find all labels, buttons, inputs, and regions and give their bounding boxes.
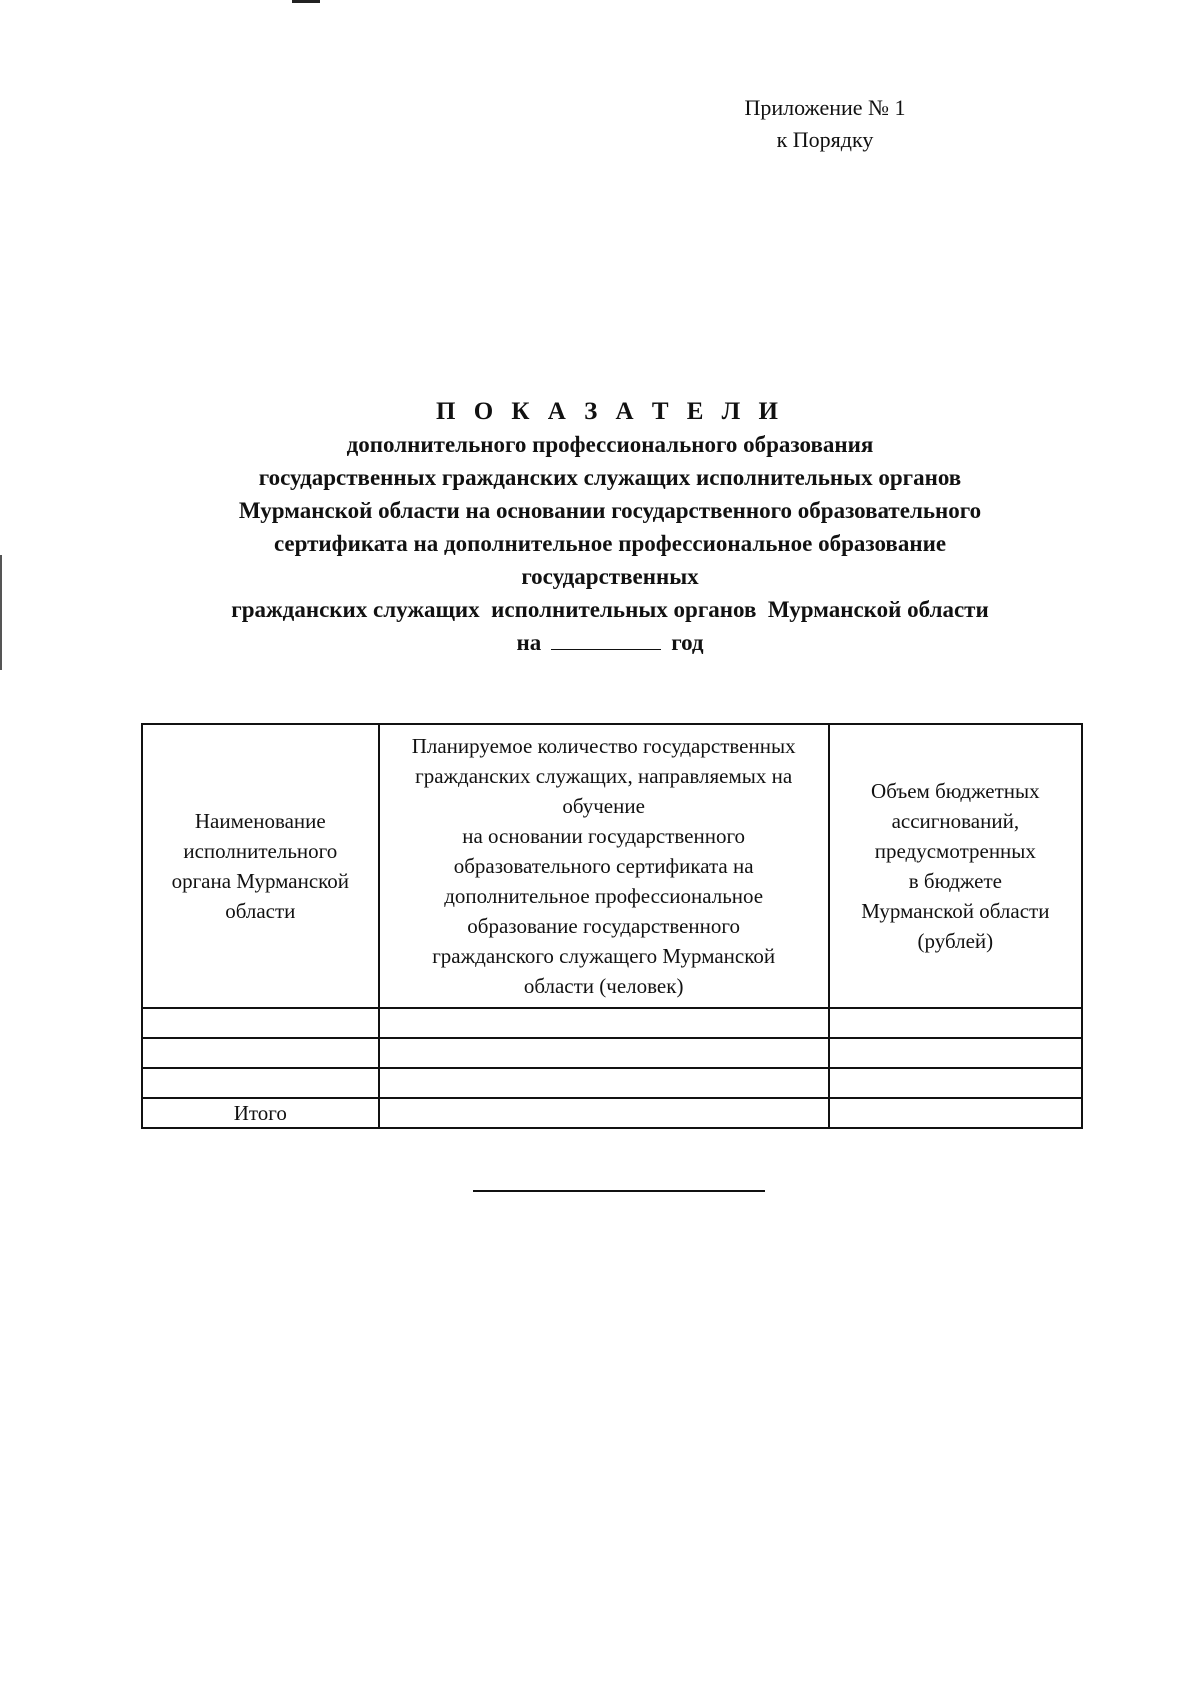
header-text-line: образование государственного: [467, 914, 740, 938]
scan-artifact-left: [0, 555, 2, 670]
header-text-line: Наименование: [194, 809, 326, 833]
title-line: государственных: [521, 564, 699, 589]
total-label: Итого: [142, 1098, 379, 1128]
table-header-row: [142, 724, 1082, 1008]
appendix-note: [700, 92, 950, 156]
table-cell: [829, 1068, 1082, 1098]
title-year-line: [110, 626, 1110, 659]
year-prefix: на: [516, 630, 542, 655]
table-cell: [379, 1038, 829, 1068]
header-text-line: ассигнований,: [891, 809, 1020, 833]
header-text-line: предусмотренных: [874, 839, 1036, 863]
table-cell: [379, 1008, 829, 1038]
header-text-line: области: [225, 899, 296, 923]
header-text-line: Мурманской области: [861, 899, 1050, 923]
header-text-line: гражданского служащего Мурманской: [432, 944, 776, 968]
header-text-line: на основании государственного: [462, 824, 746, 848]
header-text-line: Объем бюджетных: [871, 779, 1040, 803]
title-line: сертификата на дополнительное профессиональное образование: [273, 531, 947, 556]
header-text-line: области (человек): [523, 974, 684, 998]
table-cell: [142, 1038, 379, 1068]
total-planned-count-cell: [379, 1098, 829, 1128]
header-text-line: гражданских служащих, направляемых на: [415, 764, 793, 788]
header-text-line: (рублей): [917, 929, 994, 953]
header-authority-name: [142, 724, 379, 1008]
appendix-number: Приложение № 1: [744, 95, 906, 120]
table-cell: [379, 1068, 829, 1098]
header-text-line: исполнительного: [183, 839, 338, 863]
total-budget-cell: [829, 1098, 1082, 1128]
document-title: [110, 395, 1110, 659]
table-cell: [829, 1008, 1082, 1038]
table-cell: [829, 1038, 1082, 1068]
header-text-line: Планируемое количество государственных: [411, 734, 796, 758]
header-text-line: обучение: [562, 794, 645, 818]
title-line: дополнительного профессионального образования: [346, 432, 874, 457]
table-total-row: [142, 1098, 1082, 1128]
scan-artifact-top: [292, 0, 320, 3]
end-separator-line: [473, 1190, 765, 1192]
year-blank-field: [551, 629, 661, 650]
table-cell: [142, 1008, 379, 1038]
appendix-reference: к Порядку: [776, 127, 874, 152]
header-text-line: дополнительное профессиональное: [444, 884, 764, 908]
year-suffix: год: [671, 630, 704, 655]
header-planned-count: [379, 724, 829, 1008]
table-row: [142, 1068, 1082, 1098]
header-text-line: органа Мурманской: [171, 869, 350, 893]
header-text-line: в бюджете: [908, 869, 1002, 893]
header-text-line: образовательного сертификата на: [453, 854, 754, 878]
table-row: [142, 1038, 1082, 1068]
title-line: гражданских служащих исполнительных органов Мурманской области: [231, 597, 989, 622]
title-line: государственных гражданских служащих исполнительных органов: [258, 465, 962, 490]
title-line: Мурманской области на основании государственного образовательного: [238, 498, 982, 523]
table-cell: [142, 1068, 379, 1098]
indicators-table: [141, 723, 1083, 1129]
table-row: [142, 1008, 1082, 1038]
header-budget-allocations: [829, 724, 1082, 1008]
title-heading: П О К А З А Т Е Л И: [436, 398, 784, 425]
